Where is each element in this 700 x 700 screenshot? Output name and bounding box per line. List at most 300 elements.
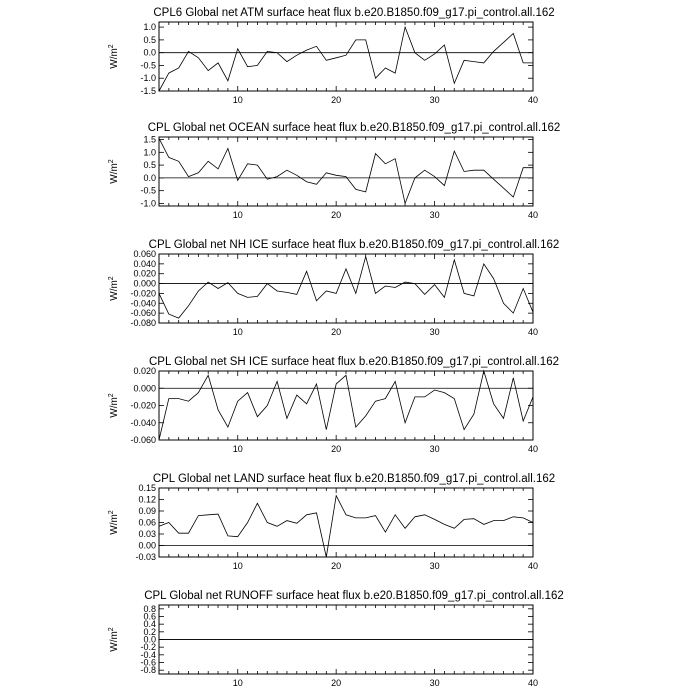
y-tick-label: -1.0 <box>140 73 156 84</box>
data-point <box>336 639 337 640</box>
data-point <box>503 520 504 521</box>
data-point <box>404 203 405 204</box>
data-point <box>532 396 533 397</box>
y-tick-label: 0.0 <box>143 47 156 58</box>
data-point <box>277 176 278 177</box>
y-tick-label: 0.0 <box>143 172 156 183</box>
y-tick-label: 0.8 <box>143 603 156 614</box>
data-point <box>247 163 248 164</box>
data-point <box>326 172 327 173</box>
data-point <box>532 312 533 313</box>
plot-frame <box>159 488 533 557</box>
data-point <box>385 398 386 399</box>
data-point <box>178 639 179 640</box>
y-tick-label: 0.03 <box>138 529 156 539</box>
data-point <box>277 52 278 53</box>
data-point <box>444 185 445 186</box>
y-tick-label: -0.020 <box>130 288 156 299</box>
data-point <box>444 524 445 525</box>
data-point <box>257 416 258 417</box>
data-point <box>306 181 307 182</box>
data-point <box>168 522 169 523</box>
data-point <box>277 290 278 291</box>
y-tick-label: -1.5 <box>140 86 156 96</box>
data-point <box>158 293 159 294</box>
data-point <box>316 300 317 301</box>
y-tick-label: -0.6 <box>140 657 156 668</box>
data-point <box>434 389 435 390</box>
panel-title: CPL Global net OCEAN surface heat flux b.e20.B1850.f09_g17.pi_control.all.162 <box>147 122 561 134</box>
data-point <box>365 517 366 518</box>
data-point <box>414 52 415 53</box>
data-point <box>306 271 307 272</box>
data-point <box>345 514 346 515</box>
data-point <box>464 519 465 520</box>
data-point <box>217 513 218 514</box>
panel-title: CPL Global net NH ICE surface heat flux b.e20.B1850.f09_g17.pi_control.all.162 <box>148 239 560 251</box>
data-point <box>257 503 258 504</box>
data-point <box>227 80 228 81</box>
chart-panel-2 <box>108 122 560 220</box>
y-tick-label: -0.040 <box>130 417 156 428</box>
x-tick-label: 40 <box>527 444 539 454</box>
data-point <box>454 83 455 84</box>
data-point <box>493 403 494 404</box>
x-tick-label: 30 <box>429 327 440 337</box>
data-point <box>277 639 278 640</box>
x-tick-label: 40 <box>527 561 539 571</box>
y-tick-label: -0.020 <box>130 400 156 411</box>
x-tick-label: 30 <box>429 95 440 105</box>
x-tick-label: 20 <box>331 678 342 688</box>
data-point <box>345 176 346 177</box>
data-point <box>473 170 474 171</box>
y-axis-label-unit: W/m <box>109 397 120 418</box>
data-point <box>306 639 307 640</box>
data-point <box>404 528 405 529</box>
data-point <box>365 191 366 192</box>
y-tick-label: 0.000 <box>133 278 156 289</box>
y-axis-label <box>108 510 120 535</box>
y-axis-label-exponent: 2 <box>108 159 115 164</box>
y-tick-label: -0.060 <box>130 308 156 319</box>
data-point <box>296 639 297 640</box>
y-tick-label: 1.5 <box>143 134 156 145</box>
data-point <box>316 639 317 640</box>
y-tick-label: 0.000 <box>133 383 156 394</box>
data-point <box>345 55 346 56</box>
y-axis-label <box>108 159 120 184</box>
data-point <box>483 263 484 264</box>
data-point <box>375 639 376 640</box>
data-point <box>414 639 415 640</box>
data-point <box>523 639 524 640</box>
chart-panel-3 <box>108 239 559 337</box>
data-point <box>198 172 199 173</box>
data-point <box>286 520 287 521</box>
data-point <box>188 401 189 402</box>
data-point <box>473 295 474 296</box>
x-tick-label: 10 <box>232 95 243 105</box>
data-point <box>404 27 405 28</box>
x-tick-label: 10 <box>232 444 243 454</box>
data-point <box>198 57 199 58</box>
data-point <box>247 639 248 640</box>
data-point <box>483 370 484 371</box>
data-point <box>316 184 317 185</box>
data-point <box>493 520 494 521</box>
y-tick-label: -0.4 <box>140 649 156 660</box>
data-point <box>404 281 405 282</box>
data-point <box>277 526 278 527</box>
y-tick-label: 0.4 <box>143 619 156 630</box>
data-point <box>493 51 494 52</box>
data-point <box>217 288 218 289</box>
data-point <box>444 639 445 640</box>
data-point <box>306 50 307 51</box>
data-point <box>168 73 169 74</box>
data-point <box>188 305 189 306</box>
data-point <box>483 524 484 525</box>
y-tick-label: -0.040 <box>130 298 156 309</box>
data-point <box>168 398 169 399</box>
y-axis-label-unit: W/m <box>109 163 120 184</box>
x-tick-label: 20 <box>331 561 342 571</box>
data-point <box>345 268 346 269</box>
data-point <box>237 48 238 49</box>
data-point <box>385 163 386 164</box>
data-point <box>483 170 484 171</box>
data-point <box>286 292 287 293</box>
data-point <box>503 418 504 419</box>
data-point <box>454 398 455 399</box>
y-axis-label-unit: W/m <box>109 280 120 301</box>
data-point <box>464 60 465 61</box>
x-tick-label: 20 <box>331 95 342 105</box>
data-point <box>178 161 179 162</box>
series-line <box>159 138 533 203</box>
data-point <box>208 375 209 376</box>
data-point <box>444 392 445 393</box>
data-point <box>355 426 356 427</box>
x-tick-label: 40 <box>527 678 539 688</box>
data-point <box>178 67 179 68</box>
data-point <box>503 42 504 43</box>
data-point <box>217 168 218 169</box>
y-axis-label-exponent: 2 <box>108 627 115 632</box>
data-point <box>227 639 228 640</box>
x-tick-label: 30 <box>429 444 440 454</box>
data-point <box>424 170 425 171</box>
x-tick-label: 20 <box>331 210 342 220</box>
data-point <box>158 90 159 91</box>
data-point <box>395 381 396 382</box>
data-point <box>247 392 248 393</box>
data-point <box>247 522 248 523</box>
y-axis-label-exponent: 2 <box>108 393 115 398</box>
x-tick-label: 40 <box>527 327 539 337</box>
x-tick-label: 10 <box>232 561 243 571</box>
data-point <box>444 44 445 45</box>
x-tick-label: 20 <box>331 444 342 454</box>
data-point <box>454 150 455 151</box>
panel-title: CPL Global net RUNOFF surface heat flux b.e20.B1850.f09_g17.pi_control.all.162 <box>144 590 564 602</box>
data-point <box>267 639 268 640</box>
data-point <box>464 293 465 294</box>
data-point <box>532 522 533 523</box>
data-point <box>473 414 474 415</box>
chart-panel-6 <box>108 590 564 688</box>
y-tick-label: 0.06 <box>138 517 156 528</box>
data-point <box>414 516 415 517</box>
data-point <box>208 639 209 640</box>
y-tick-label: 0.020 <box>133 366 156 376</box>
data-point <box>464 429 465 430</box>
data-point <box>326 60 327 61</box>
data-point <box>523 288 524 289</box>
data-point <box>257 65 258 66</box>
plot-frame <box>159 137 533 206</box>
data-point <box>513 33 514 34</box>
data-point <box>336 293 337 294</box>
data-point <box>464 639 465 640</box>
data-point <box>188 533 189 534</box>
plot-frame <box>159 254 533 323</box>
data-point <box>306 514 307 515</box>
data-point <box>532 62 533 63</box>
data-point <box>257 639 258 640</box>
data-point <box>434 639 435 640</box>
data-point <box>336 383 337 384</box>
data-point <box>444 297 445 298</box>
data-point <box>424 639 425 640</box>
data-point <box>237 536 238 537</box>
data-point <box>493 639 494 640</box>
data-point <box>267 283 268 284</box>
data-point <box>483 639 484 640</box>
data-point <box>503 188 504 189</box>
data-point <box>296 55 297 56</box>
y-tick-label: -0.060 <box>130 435 156 445</box>
data-point <box>316 383 317 384</box>
y-axis-label-unit: W/m <box>109 631 120 652</box>
data-point <box>464 171 465 172</box>
data-point <box>385 285 386 286</box>
data-point <box>523 167 524 168</box>
data-point <box>473 61 474 62</box>
y-axis-label <box>108 393 120 418</box>
series-line <box>159 371 533 440</box>
data-point <box>493 179 494 180</box>
data-point <box>237 401 238 402</box>
x-tick-label: 10 <box>232 327 243 337</box>
data-point <box>306 403 307 404</box>
y-tick-label: 0.6 <box>143 611 156 622</box>
data-point <box>473 518 474 519</box>
data-point <box>523 517 524 518</box>
data-point <box>523 62 524 63</box>
data-point <box>286 639 287 640</box>
data-point <box>158 639 159 640</box>
data-point <box>208 514 209 515</box>
data-point <box>168 314 169 315</box>
data-point <box>326 639 327 640</box>
data-point <box>336 57 337 58</box>
x-tick-label: 30 <box>429 210 440 220</box>
data-point <box>336 175 337 176</box>
panel-title: CPL Global net LAND surface heat flux b.e20.B1850.f09_g17.pi_control.all.162 <box>152 473 556 485</box>
data-point <box>345 639 346 640</box>
data-point <box>296 294 297 295</box>
data-point <box>395 73 396 74</box>
y-axis-label-exponent: 2 <box>108 510 115 515</box>
data-point <box>198 290 199 291</box>
data-point <box>217 62 218 63</box>
data-point <box>168 639 169 640</box>
y-tick-label: -0.080 <box>130 318 156 328</box>
data-point <box>247 297 248 298</box>
data-point <box>513 639 514 640</box>
data-point <box>158 138 159 139</box>
data-point <box>434 284 435 285</box>
data-point <box>247 66 248 67</box>
data-point <box>286 418 287 419</box>
y-tick-label: -0.5 <box>140 60 156 71</box>
data-point <box>375 153 376 154</box>
x-tick-label: 30 <box>429 678 440 688</box>
data-point <box>513 516 514 517</box>
y-tick-label: -1.0 <box>140 198 156 209</box>
data-point <box>385 67 386 68</box>
data-point <box>267 51 268 52</box>
data-point <box>198 392 199 393</box>
y-axis-label <box>108 276 120 301</box>
data-point <box>355 639 356 640</box>
data-point <box>424 396 425 397</box>
data-point <box>513 196 514 197</box>
data-point <box>296 395 297 396</box>
data-point <box>414 283 415 284</box>
x-tick-label: 30 <box>429 561 440 571</box>
data-point <box>208 161 209 162</box>
data-point <box>404 422 405 423</box>
data-point <box>483 62 484 63</box>
data-point <box>395 158 396 159</box>
data-point <box>267 405 268 406</box>
data-point <box>237 639 238 640</box>
data-point <box>326 429 327 430</box>
plot-frame <box>159 371 533 440</box>
y-tick-label: 0.12 <box>138 494 156 505</box>
data-point <box>395 639 396 640</box>
data-point <box>365 639 366 640</box>
data-point <box>158 526 159 527</box>
plot-frame <box>159 22 533 91</box>
data-point <box>385 531 386 532</box>
data-point <box>454 639 455 640</box>
data-point <box>316 46 317 47</box>
series-line <box>159 257 533 319</box>
y-tick-label: -0.5 <box>140 185 156 196</box>
y-axis-label <box>108 627 120 652</box>
data-point <box>326 556 327 557</box>
data-point <box>188 51 189 52</box>
data-point <box>277 381 278 382</box>
x-tick-label: 20 <box>331 327 342 337</box>
data-point <box>326 290 327 291</box>
y-axis-label-exponent: 2 <box>108 276 115 281</box>
chart-panel-1 <box>108 7 555 105</box>
data-point <box>395 287 396 288</box>
y-tick-label: 1.0 <box>143 22 156 33</box>
x-tick-label: 10 <box>232 678 243 688</box>
data-point <box>296 523 297 524</box>
y-tick-label: 0.020 <box>133 268 156 279</box>
data-point <box>385 639 386 640</box>
data-point <box>267 522 268 523</box>
data-point <box>454 528 455 529</box>
y-tick-label: 0.0 <box>143 634 156 645</box>
series-line <box>159 27 533 91</box>
data-point <box>365 39 366 40</box>
data-point <box>424 514 425 515</box>
y-axis-label <box>108 44 120 69</box>
data-point <box>257 296 258 297</box>
y-tick-label: 0.5 <box>143 160 156 171</box>
y-tick-label: 0.09 <box>138 506 156 516</box>
data-point <box>267 179 268 180</box>
data-point <box>424 294 425 295</box>
x-tick-label: 40 <box>527 210 539 220</box>
data-point <box>178 533 179 534</box>
y-tick-label: 0.060 <box>133 249 156 259</box>
data-point <box>178 398 179 399</box>
data-point <box>355 293 356 294</box>
data-point <box>404 639 405 640</box>
y-tick-label: -0.8 <box>140 665 156 676</box>
data-point <box>473 639 474 640</box>
data-point <box>375 293 376 294</box>
data-point <box>296 175 297 176</box>
y-tick-label: 0.15 <box>138 483 156 493</box>
data-point <box>493 278 494 279</box>
y-tick-label: 0.040 <box>133 258 156 269</box>
data-point <box>365 256 366 257</box>
chart-panel-5 <box>108 473 555 571</box>
data-point <box>336 495 337 496</box>
data-point <box>395 514 396 515</box>
data-point <box>434 176 435 177</box>
data-point <box>227 426 228 427</box>
data-point <box>237 180 238 181</box>
data-point <box>532 167 533 168</box>
data-point <box>375 515 376 516</box>
data-point <box>355 189 356 190</box>
data-point <box>316 512 317 513</box>
data-point <box>217 639 218 640</box>
data-point <box>434 519 435 520</box>
y-axis-label-unit: W/m <box>109 514 120 535</box>
data-point <box>434 53 435 54</box>
data-point <box>227 148 228 149</box>
data-point <box>227 282 228 283</box>
data-point <box>513 377 514 378</box>
data-point <box>198 639 199 640</box>
data-point <box>345 375 346 376</box>
data-point <box>227 535 228 536</box>
data-point <box>158 439 159 440</box>
y-axis-label-unit: W/m <box>109 48 120 69</box>
